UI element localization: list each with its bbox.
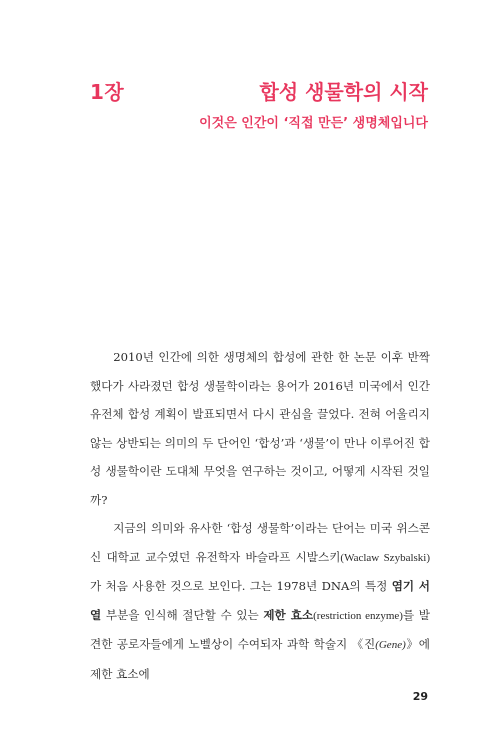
paragraph-2-text-a: 지금의 의미와 유사한 ‘합성 생물학’이라는 단어는 미국 위스콘신 대학교 교수였던 유전학자 바슬라프 시발스키 bbox=[90, 521, 430, 564]
paragraph-2 bbox=[90, 514, 430, 688]
key-term-restriction-enzyme: 제한 효소 bbox=[263, 607, 314, 622]
key-term-base-sequence: 염기 서열 bbox=[90, 579, 430, 622]
chapter-number: 1장 bbox=[90, 80, 125, 104]
chapter-subtitle: 이것은 인간이 ‘직접 만든’ 생명체입니다 bbox=[199, 116, 428, 131]
chapter-title: 합성 생물학의 시작 bbox=[259, 80, 428, 104]
page-number: 29 bbox=[412, 690, 428, 703]
journal-name-latin: (Gene) bbox=[375, 639, 406, 651]
paragraph-2-text-e: 》에 제한 효소에 bbox=[90, 637, 430, 681]
paragraph-1: 2010년 인간에 의한 생명체의 합성에 관한 한 논문 이후 반짝 했다가 사라졌던 합성 생물학이라는 용어가 2016년 미국에서 인간 유전체 합성 계획이 발표되면서 다시 관심을 끌었다. 전혀 어울리지 않는 상반되는 의미의 두 단어인 ‘합성’과 ‘생물’이 만나 이루어진 합성 생물학이란 도대체 무엇을 연구하는 것이고, 어떻게 시작된 것일까? bbox=[90, 350, 430, 507]
paragraph-2-text-c: 부분을 인식해 절단할 수 있는 bbox=[101, 607, 264, 622]
paragraph-2-text-d: 를 발견한 공로자들에게 노벨상이 수여되자 과학 학술지 《진 bbox=[90, 607, 430, 651]
author-name-latin: (Waclaw Szybalski) bbox=[340, 551, 431, 564]
body-text bbox=[90, 343, 430, 688]
restriction-enzyme-english: (restriction enzyme) bbox=[313, 609, 403, 622]
paragraph-2-text-b: 가 처음 사용한 것으로 보인다. 그는 1978년 DNA의 특정 bbox=[90, 579, 392, 593]
